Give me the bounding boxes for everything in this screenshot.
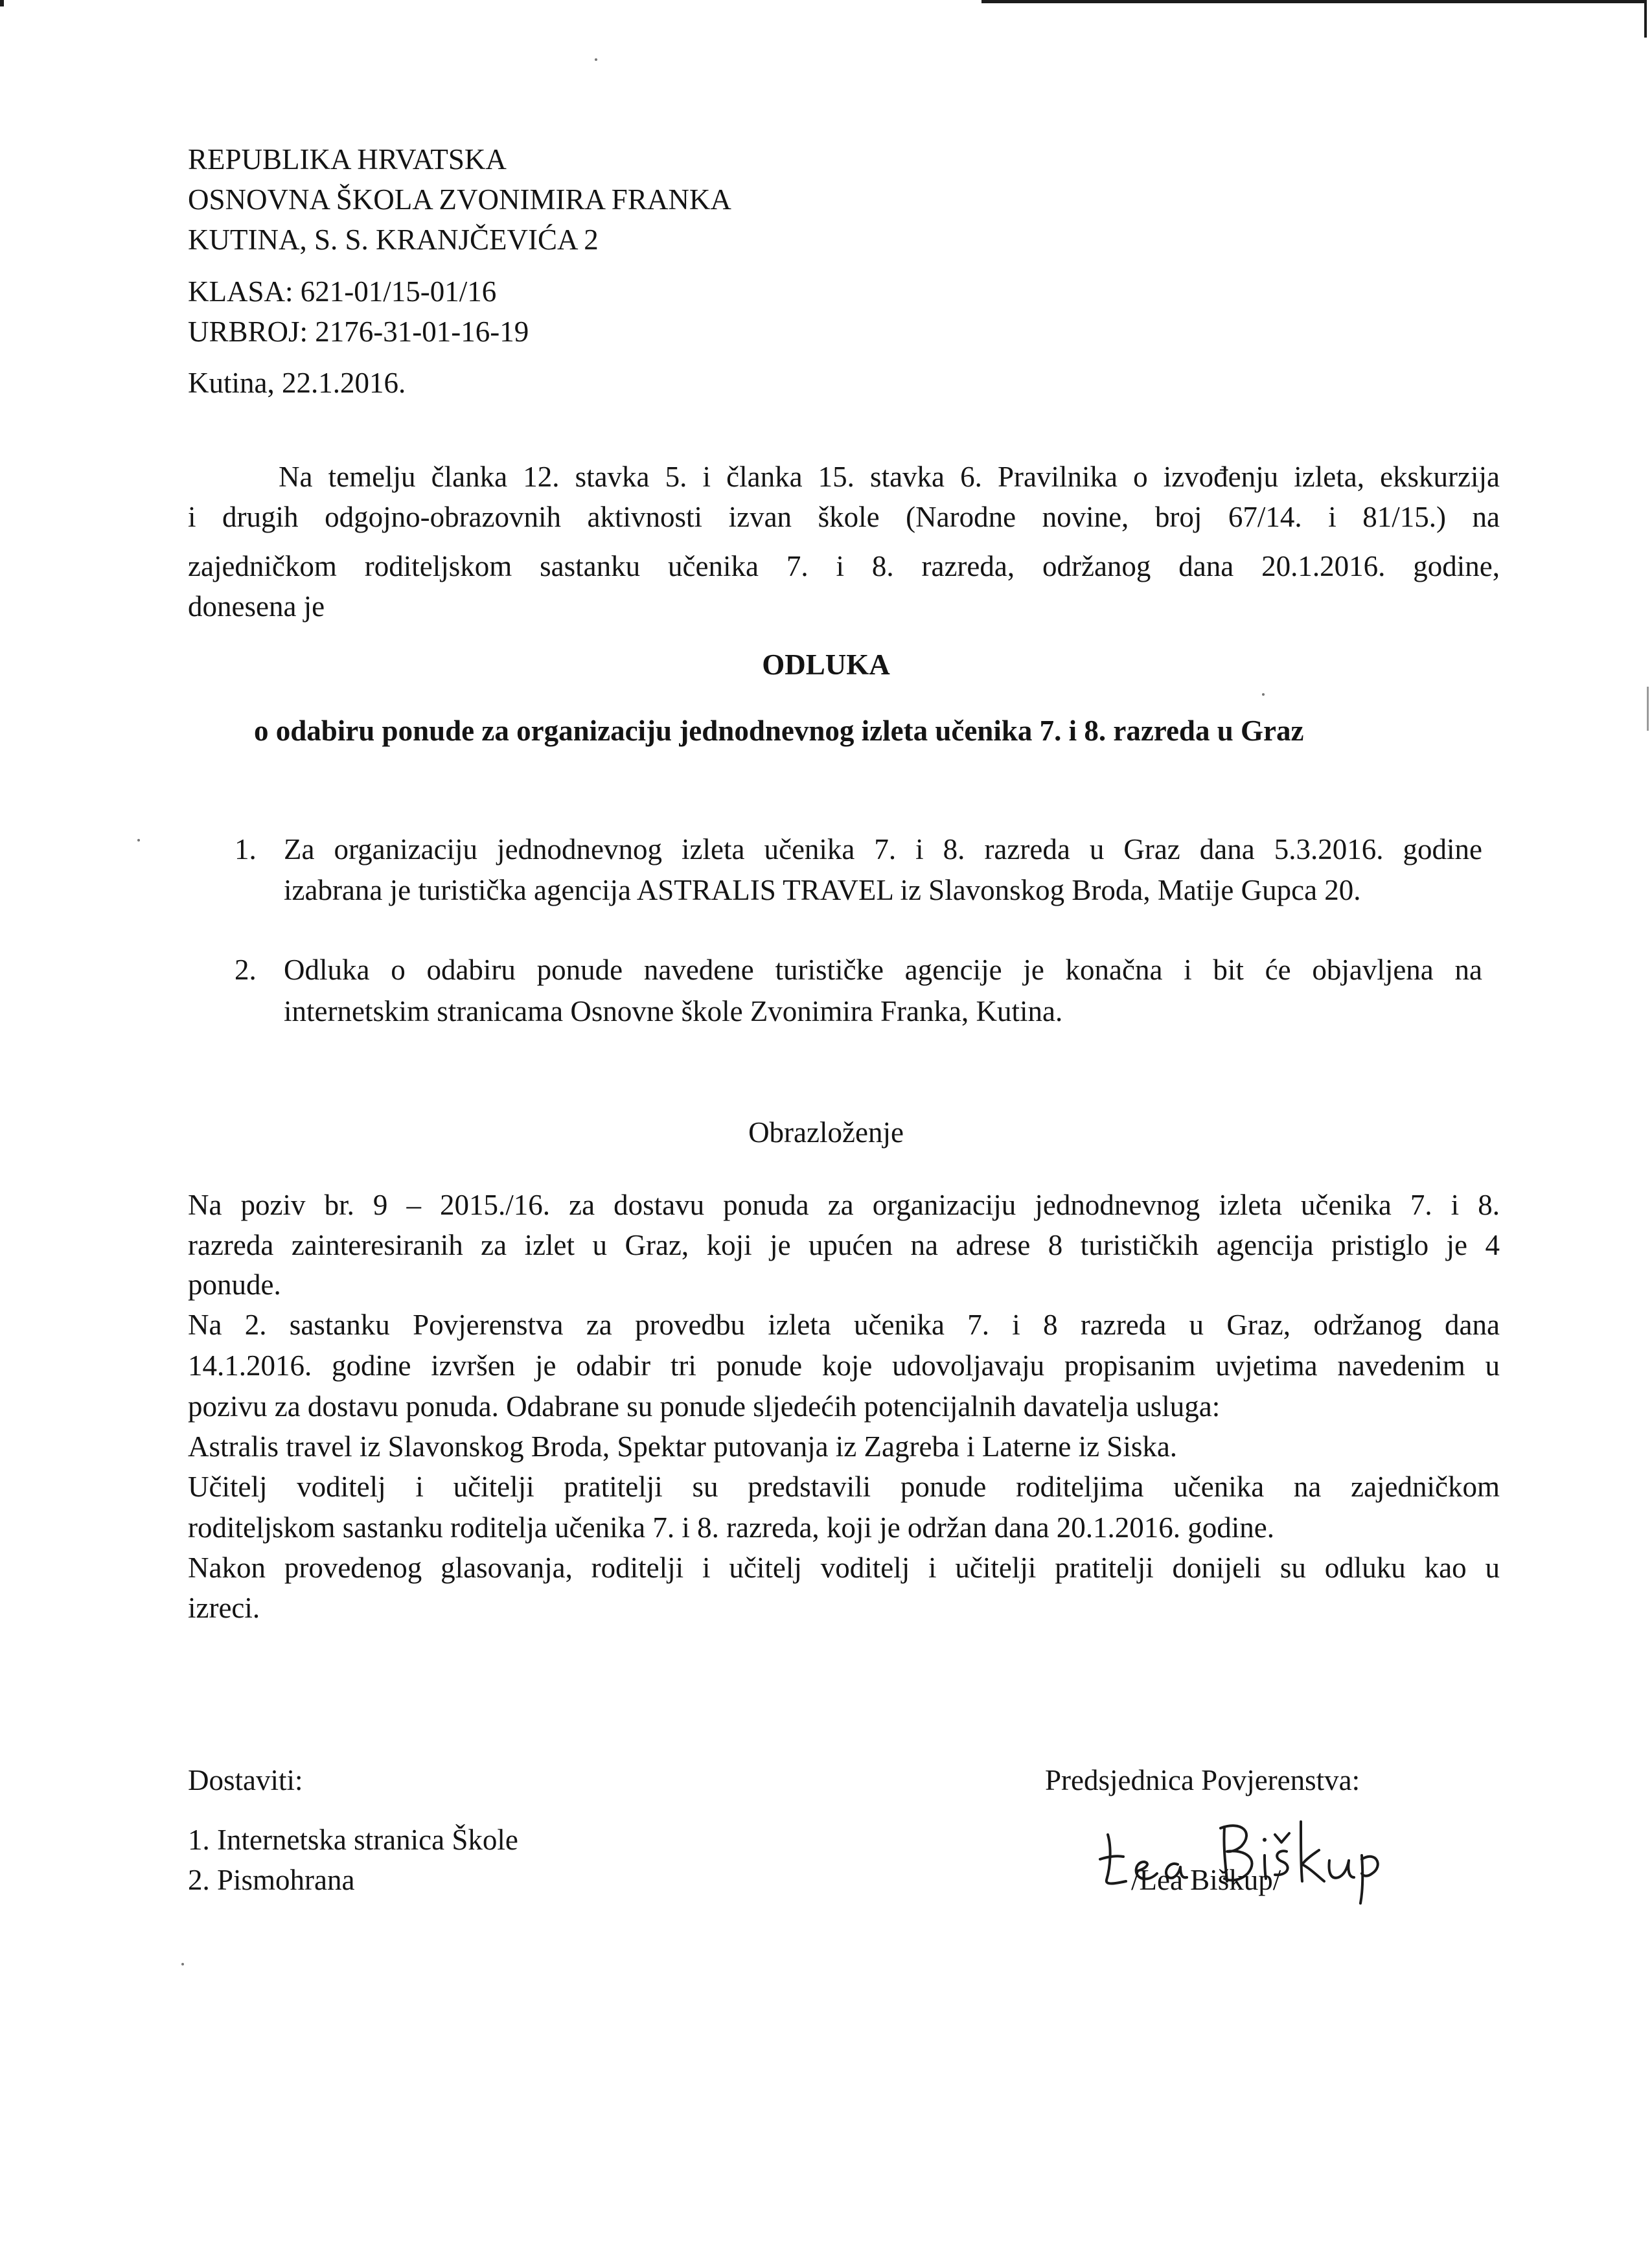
explanation-line: roditeljskom sastanku roditelja učenika 7. i 8. razreda, koji je održan dana 20.1.2016. godine. [188, 1511, 1275, 1544]
decision-item-number: 2. [235, 954, 257, 986]
klasa-number: KLASA: 621-01/15-01/16 [188, 275, 497, 308]
decision-item-line: internetskim stranicama Osnovne škole Zvonimira Franka, Kutina. [284, 995, 1063, 1027]
explanation-line: Na poziv br. 9 – 2015./16. za dostavu ponuda za organizaciju jednodnevnog izleta učenika 7. i 8. [188, 1189, 1500, 1221]
signatory-title: Predsjednica Povjerenstva: [1045, 1764, 1360, 1796]
explanation-title: Obrazloženje [748, 1116, 904, 1149]
intro-line: donesena je [188, 590, 325, 623]
explanation-line: razreda zainteresiranih za izlet u Graz, koji je upućen na adrese 8 turističkih agencija pristiglo je 4 [188, 1229, 1500, 1261]
deliver-item: 1. Internetska stranica Škole [188, 1824, 518, 1856]
decision-title: ODLUKA [762, 648, 890, 681]
scan-edge-line [1644, 0, 1647, 38]
institution-address: KUTINA, S. S. KRANJČEVIĆA 2 [188, 223, 599, 256]
scan-speck [137, 839, 140, 842]
decision-item-line: izabrana je turistička agencija ASTRALIS TRAVEL iz Slavonskog Broda, Matije Gupca 20. [284, 874, 1361, 906]
document-date: Kutina, 22.1.2016. [188, 367, 406, 399]
explanation-line: Na 2. sastanku Povjerenstva za provedbu izleta učenika 7. i 8 razreda u Graz, održanog dana [188, 1309, 1500, 1341]
explanation-line: pozivu za dostavu ponuda. Odabrane su ponude sljedećih potencijalnih davatelja usluga: [188, 1390, 1221, 1423]
explanation-line: Učitelj voditelj i učitelji pratitelji su predstavili ponude roditeljima učenika na zajedničkom [188, 1471, 1500, 1503]
intro-line: zajedničkom roditeljskom sastanku učenika 7. i 8. razreda, održanog dana 20.1.2016. godine, [188, 550, 1500, 582]
scan-speck [1262, 693, 1265, 696]
decision-subtitle: o odabiru ponude za organizaciju jednodnevnog izleta učenika 7. i 8. razreda u Graz [254, 715, 1304, 747]
intro-line: Na temelju članka 12. stavka 5. i članka 15. stavka 6. Pravilnika o izvođenju izleta, ekskurzija [279, 461, 1500, 493]
explanation-line: Astralis travel iz Slavonskog Broda, Spektar putovanja iz Zagreba i Laterne iz Siska. [188, 1430, 1178, 1463]
explanation-line: Nakon provedenog glasovanja, roditelji i učitelj voditelj i učitelji pratitelji donijeli su odluku kao u [188, 1552, 1500, 1584]
urbroj-number: URBROJ: 2176-31-01-16-19 [188, 315, 529, 348]
decision-item-number: 1. [235, 833, 257, 865]
deliver-item: 2. Pismohrana [188, 1864, 355, 1896]
intro-line: i drugih odgojno-obrazovnih aktivnosti izvan škole (Narodne novine, broj 67/14. i 81/15.) na [188, 501, 1500, 533]
signatory-name: /Lea Biškup/ [1131, 1864, 1281, 1896]
scan-edge-mark [1647, 687, 1649, 731]
explanation-line: ponude. [188, 1268, 281, 1301]
explanation-line: 14.1.2016. godine izvršen je odabir tri ponude koje udovoljavaju propisanim uvjetima navedenim u [188, 1349, 1500, 1382]
scan-speck [595, 58, 597, 61]
scan-edge-line [981, 0, 1646, 3]
deliver-label: Dostaviti: [188, 1764, 303, 1796]
explanation-line: izreci. [188, 1592, 260, 1624]
scan-speck [181, 1963, 184, 1965]
decision-item-line: Odluka o odabiru ponude navedene turističke agencije je konačna i bit će objavljena na [284, 954, 1482, 986]
institution-country: REPUBLIKA HRVATSKA [188, 143, 507, 176]
scan-corner-mark [0, 0, 4, 6]
decision-item-line: Za organizaciju jednodnevnog izleta učenika 7. i 8. razreda u Graz dana 5.3.2016. godine [284, 833, 1482, 865]
institution-name: OSNOVNA ŠKOLA ZVONIMIRA FRANKA [188, 183, 731, 216]
